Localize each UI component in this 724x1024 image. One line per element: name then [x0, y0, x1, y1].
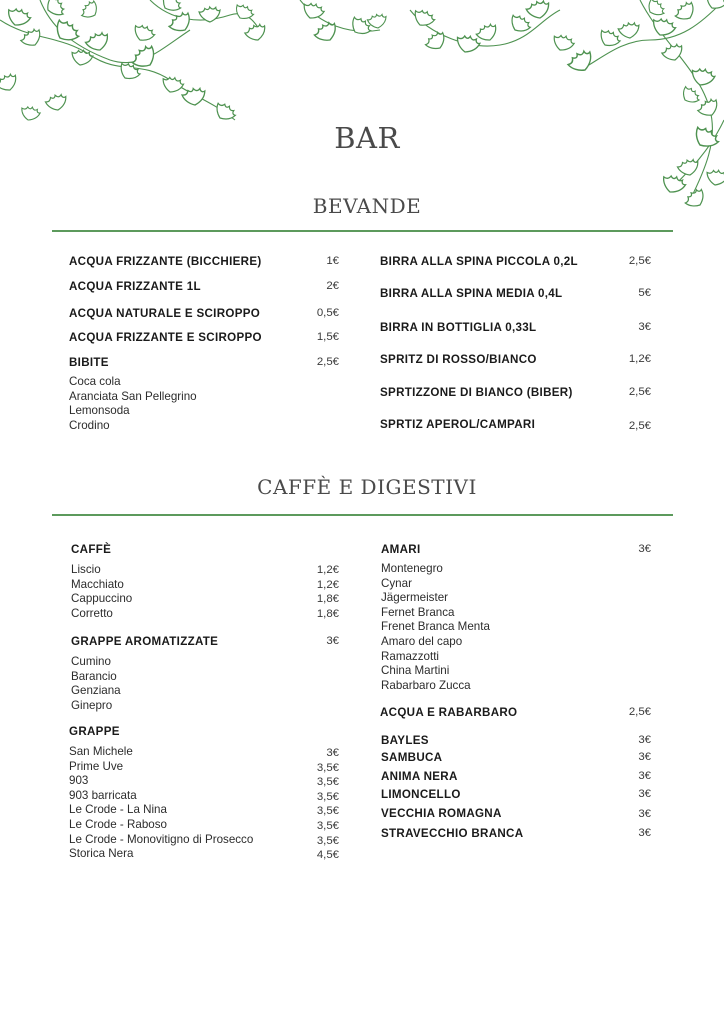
list-item: 903 barricata: [69, 788, 137, 802]
menu-item: ACQUA FRIZZANTE E SCIROPPO: [69, 331, 262, 344]
list-item: Ramazzotti: [381, 649, 439, 663]
menu-price: 3€: [326, 747, 339, 759]
list-item: Le Crode - Raboso: [69, 817, 167, 831]
bibite-list: [69, 375, 197, 433]
menu-item: BAYLES: [381, 734, 429, 747]
list-item: Frenet Branca Menta: [381, 620, 490, 634]
page-title: BAR: [334, 121, 400, 155]
list-item: Cynar: [381, 576, 412, 590]
list-item: Montenegro: [381, 562, 443, 575]
menu-price: 3€: [638, 321, 651, 333]
menu-price: 3€: [638, 734, 651, 746]
menu-price: 1,2€: [316, 578, 339, 591]
menu-item: SPRITZ DI ROSSO/BIANCO: [380, 353, 537, 366]
section-title-caffe: CAFFÈ E DIGESTIVI: [257, 475, 477, 499]
menu-item: GRAPPE AROMATIZZATE: [71, 635, 219, 648]
menu-price: 5€: [638, 287, 651, 299]
section-divider: [52, 514, 673, 516]
menu-item: BIRRA ALLA SPINA PICCOLA 0,2L: [380, 255, 578, 268]
list-item: Rabarbaro Zucca: [381, 678, 471, 692]
menu-price: 3€: [638, 788, 651, 800]
list-item: Storica Nera: [69, 847, 134, 861]
menu-price: 3,5€: [316, 819, 339, 832]
menu-price: 2,5€: [628, 386, 651, 398]
menu-price: 2,5€: [628, 706, 651, 718]
menu-price: 3€: [326, 635, 339, 647]
section-title-bevande: BEVANDE: [312, 194, 422, 218]
menu-price: 1€: [326, 255, 339, 267]
amari-list: [381, 562, 490, 693]
menu-item: GRAPPE: [69, 725, 120, 738]
menu-price: 3,5€: [316, 761, 339, 774]
menu-price: 3,5€: [316, 805, 339, 818]
list-item: Genziana: [71, 684, 121, 698]
menu-item: STRAVECCHIO BRANCA: [381, 827, 524, 840]
menu-item: AMARI: [381, 543, 421, 556]
menu-price: 3€: [638, 827, 651, 839]
menu-item: ACQUA E RABARBARO: [380, 706, 518, 719]
menu-price: 2,5€: [316, 356, 339, 368]
list-item: China Martini: [381, 664, 450, 678]
list-item: Jägermeister: [381, 591, 449, 605]
grappe-prices: [279, 746, 339, 863]
list-item: Liscio: [71, 563, 101, 576]
menu-price: 1,5€: [316, 331, 339, 343]
menu-item: SPRTIZ APEROL/CAMPARI: [380, 418, 536, 431]
menu-price: 0,5€: [316, 307, 339, 319]
list-item: Cumino: [71, 655, 111, 668]
list-item: Cappuccino: [71, 592, 133, 606]
menu-price: 2€: [326, 280, 339, 292]
menu-price: 2,5€: [628, 420, 651, 432]
menu-price: 1,8€: [316, 607, 339, 620]
menu-price: 3,5€: [316, 790, 339, 803]
list-item: Amaro del capo: [381, 634, 463, 648]
grappe-list: [69, 745, 253, 862]
list-item: Macchiato: [71, 577, 124, 591]
menu-price: 3€: [638, 751, 651, 763]
list-item: Le Crode - La Nina: [69, 803, 167, 817]
menu-item: SPRTIZZONE DI BIANCO (BIBER): [380, 386, 573, 399]
menu-item: BIBITE: [69, 356, 109, 369]
menu-price: 3€: [638, 770, 651, 782]
menu-price: 3,5€: [316, 776, 339, 789]
menu-item: BIRRA ALLA SPINA MEDIA 0,4L: [380, 287, 563, 300]
section-divider: [52, 230, 673, 232]
menu-price: 1,2€: [628, 353, 651, 365]
list-item: Le Crode - Monovitigno di Prosecco: [69, 832, 254, 846]
list-item: Corretto: [71, 606, 113, 620]
list-item: Ginepro: [71, 698, 113, 712]
grappe-aromatizzate-list: [71, 655, 121, 713]
list-item: 903: [69, 774, 89, 788]
menu-item: ANIMA NERA: [381, 770, 458, 783]
menu-item: ACQUA NATURALE E SCIROPPO: [69, 307, 261, 320]
list-item: Crodino: [69, 418, 110, 432]
list-item: Barancio: [71, 669, 117, 683]
caffe-prices: [279, 563, 339, 621]
menu-price: 1,8€: [316, 593, 339, 606]
menu-item: ACQUA FRIZZANTE (BICCHIERE): [69, 255, 262, 268]
caffe-list: [71, 563, 132, 621]
menu-item: SAMBUCA: [381, 751, 443, 764]
menu-price: 2,5€: [628, 255, 651, 267]
menu-price: 4,5€: [316, 849, 339, 862]
menu-price: 3€: [638, 808, 651, 820]
menu-item: VECCHIA ROMAGNA: [381, 807, 502, 820]
list-item: Lemonsoda: [69, 404, 130, 418]
menu-price: 3€: [638, 543, 651, 555]
menu-item: CAFFÈ: [71, 543, 112, 556]
menu-price: 3,5€: [316, 834, 339, 847]
menu-price: 1,2€: [316, 564, 339, 576]
list-item: Fernet Branca: [381, 605, 455, 619]
list-item: San Michele: [69, 745, 133, 758]
menu-item: LIMONCELLO: [381, 788, 461, 801]
menu-item: BIRRA IN BOTTIGLIA 0,33L: [380, 321, 537, 334]
list-item: Prime Uve: [69, 759, 124, 773]
menu-item: ACQUA FRIZZANTE 1L: [69, 280, 201, 293]
list-item: Aranciata San Pellegrino: [69, 389, 197, 403]
list-item: Coca cola: [69, 375, 121, 388]
